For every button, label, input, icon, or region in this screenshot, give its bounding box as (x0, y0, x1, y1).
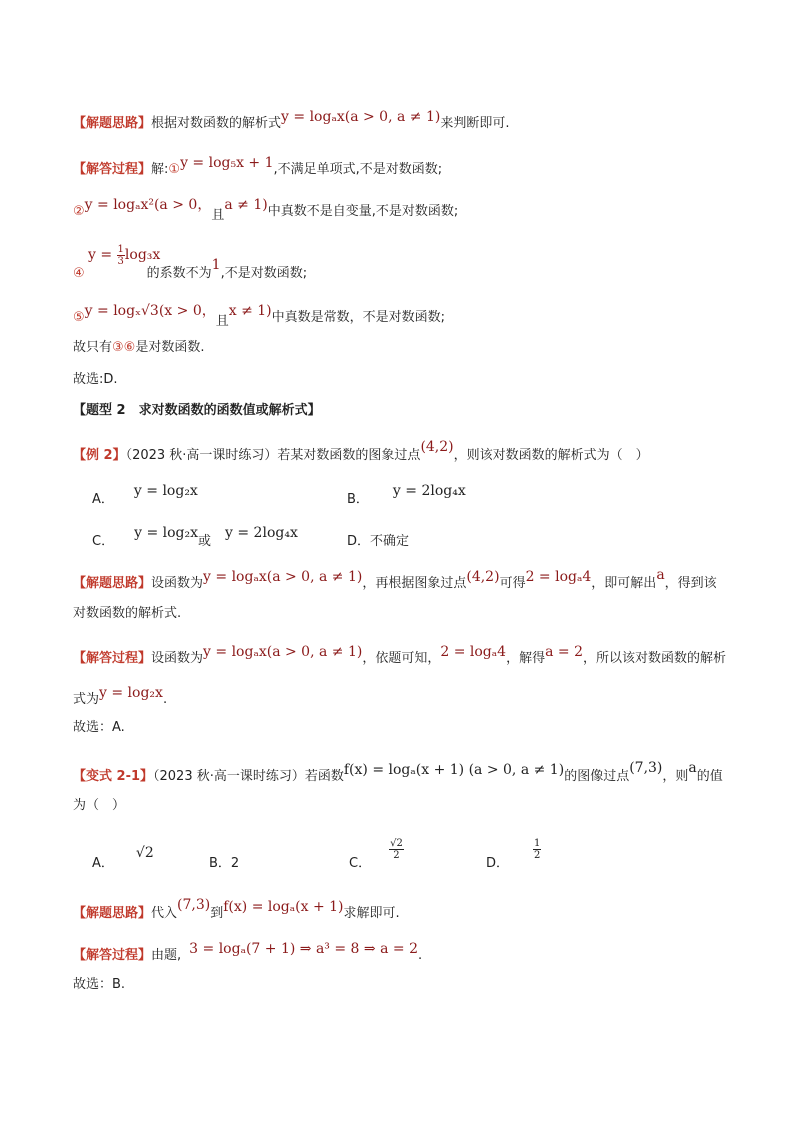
variant-tag: 【变式 2-1】 (73, 769, 154, 784)
formula-2: a ≠ 1) (224, 197, 268, 213)
idea-text: 根据对数函数的解析式 (151, 116, 282, 131)
process-text-5: 式为 (73, 692, 100, 707)
point: (7,3) (629, 760, 663, 776)
idea-tag: 【解题思路】 (73, 116, 152, 131)
variant-text-2: 的图像过点 (564, 769, 630, 784)
idea-text-2: 到 (210, 906, 224, 921)
variant-option-b[interactable]: B．2 (209, 856, 240, 871)
option-d-label: D． (486, 856, 510, 871)
idea-text-2: ，再根据图象过点 (362, 576, 467, 591)
option-c-formula-1: y = log₂x (134, 525, 198, 541)
example-2-process-cont (73, 685, 168, 707)
variable-a: a (688, 760, 697, 776)
function-formula: f(x) = logₐ(x + 1) (223, 899, 344, 915)
circled-number-1: ① (168, 162, 181, 177)
option-b-label: B． (347, 492, 369, 507)
equation: 2 = logₐ4 (525, 569, 592, 585)
line-tail: 中真数是常数，不是对数函数; (271, 310, 446, 325)
function-formula: f(x) = logₐ(x + 1) (a > 0, a ≠ 1) (343, 762, 565, 778)
idea-text-3: 求解即可. (343, 906, 400, 921)
process-text-4: ，所以该对数函数的解析 (582, 651, 726, 666)
process-text-6: . (162, 692, 168, 707)
formula: y = logₐx²(a > 0， (84, 197, 212, 213)
option-a-formula: y = log₂x (133, 483, 198, 499)
formula: y = logₐx(a > 0, a ≠ 1) (203, 569, 363, 585)
variant-text: （2023 秋·高一课时练习）若函数 (153, 769, 344, 784)
formula: y = logₓ√3(x > 0， (84, 303, 216, 319)
process-tag: 【解答过程】 (73, 651, 152, 666)
result: a = 2 (545, 644, 583, 660)
process-text: 解: (151, 162, 169, 177)
variable-a: a (656, 567, 665, 583)
variant-option-a[interactable] (92, 845, 154, 871)
circled-number-3: ③ (112, 340, 124, 355)
example-tail: ，则该对数函数的解析式为（ ） (453, 448, 649, 463)
solution-line-4 (73, 257, 308, 281)
option-c-label: C． (349, 856, 372, 871)
idea-text-1: 代入 (151, 906, 178, 921)
formula: y = log₂x (99, 685, 163, 701)
formula: y = logₐx(a > 0, a ≠ 1) (281, 109, 441, 125)
circled-number-6: ⑥ (123, 340, 136, 355)
point: (4,2) (466, 569, 500, 585)
option-b-formula: y = 2log₄x (392, 483, 466, 499)
idea-text-3: 可得 (499, 576, 526, 591)
idea-text-4: ，即可解出 (591, 576, 657, 591)
process-tag: 【解答过程】 (73, 948, 152, 963)
equation-chain: 3 = logₐ(7 + 1) ⇒ a³ = 8 ⇒ a = 2 (189, 941, 418, 957)
conclusion-line (73, 336, 204, 355)
example-2-idea (73, 567, 717, 591)
idea-text-1: 设函数为 (151, 576, 204, 591)
process-text-1: 设函数为 (151, 651, 204, 666)
process-text-1: 由题, (151, 948, 182, 963)
line-tail: 中真数不是自变量,不是对数函数; (267, 204, 459, 219)
example-text: （2023 秋·高一课时练习）若某对数函数的图象过点 (125, 448, 421, 463)
option-c[interactable] (92, 525, 298, 549)
solution-process-1 (73, 155, 443, 177)
variant-answer: 故选：B. (73, 977, 126, 992)
formula-rhs: log₃x (124, 247, 161, 263)
idea-tag: 【解题思路】 (73, 906, 152, 921)
process-text-2: ，依题可知， (362, 651, 441, 666)
conclusion-text: 故只有 (73, 340, 113, 355)
and-text: 且 (211, 208, 225, 223)
option-a-label: A． (92, 856, 114, 871)
example-2-answer: 故选：A. (73, 720, 125, 735)
process-tag: 【解答过程】 (73, 162, 152, 177)
option-a-label: A． (92, 492, 114, 507)
option-c-fraction: $\frac{√2}{2}$ (390, 838, 403, 861)
circled-number-2: ② (73, 204, 85, 219)
variant-process (73, 941, 423, 963)
idea-tail: 来判断即可. (440, 116, 510, 131)
example-2-idea-cont: 对数函数的解析式. (73, 606, 182, 621)
option-a-value: √2 (135, 845, 154, 861)
option-a[interactable] (92, 483, 198, 507)
circled-number-4: ④ (73, 266, 85, 281)
example-tag: 【例 2】 (73, 448, 126, 463)
formula-lhs: y = (88, 247, 117, 263)
one-value: 1 (211, 257, 221, 273)
formula: y = log₅x + 1 (180, 155, 274, 171)
point: (7,3) (177, 897, 211, 913)
process-text-2: . (417, 948, 423, 963)
formula-2: x ≠ 1) (228, 303, 272, 319)
answer-line: 故选:D. (73, 372, 118, 387)
point: (4,2) (420, 439, 454, 455)
solution-idea-1 (73, 109, 510, 131)
circled-number-5: ⑤ (73, 310, 85, 325)
variant-2-1-question (73, 760, 723, 784)
solution-line-2 (73, 197, 459, 223)
option-d-fraction: $\frac{1}{2}$ (534, 838, 541, 861)
variant-2-1-question-cont: 为（ ） (73, 798, 126, 813)
section-heading: 【题型 2 求对数函数的函数值或解析式】 (73, 403, 321, 418)
variant-text-3: ，则 (662, 769, 689, 784)
and-text: 且 (215, 314, 229, 329)
idea-tag: 【解题思路】 (73, 576, 152, 591)
conclusion-tail: 是对数函数. (135, 340, 205, 355)
line-text: 的系数不为 (146, 266, 212, 281)
option-d[interactable]: D．不确定 (347, 534, 410, 549)
option-c-label: C． (92, 534, 115, 549)
variant-text-4: 的值 (696, 769, 723, 784)
option-c-formula-2: y = 2log₄x (225, 525, 298, 541)
variant-idea (73, 897, 400, 921)
formula: y = logₐx(a > 0, a ≠ 1) (203, 644, 363, 660)
variant-option-c[interactable] (349, 838, 404, 875)
option-b[interactable] (347, 483, 466, 507)
solution-line-5 (73, 303, 446, 329)
fraction: $\frac{1}{3}$ (117, 244, 124, 267)
example-2-process (73, 644, 726, 666)
line-tail: ,不是对数函数; (220, 266, 308, 281)
equation: 2 = logₐ4 (440, 644, 507, 660)
example-2-question (73, 439, 649, 463)
idea-text-5: ，得到该 (664, 576, 717, 591)
process-text-3: ，解得 (506, 651, 546, 666)
process-tail: ,不满足单项式,不是对数函数; (273, 162, 443, 177)
variant-option-d[interactable] (486, 838, 541, 875)
option-c-or: 或 (198, 534, 212, 549)
